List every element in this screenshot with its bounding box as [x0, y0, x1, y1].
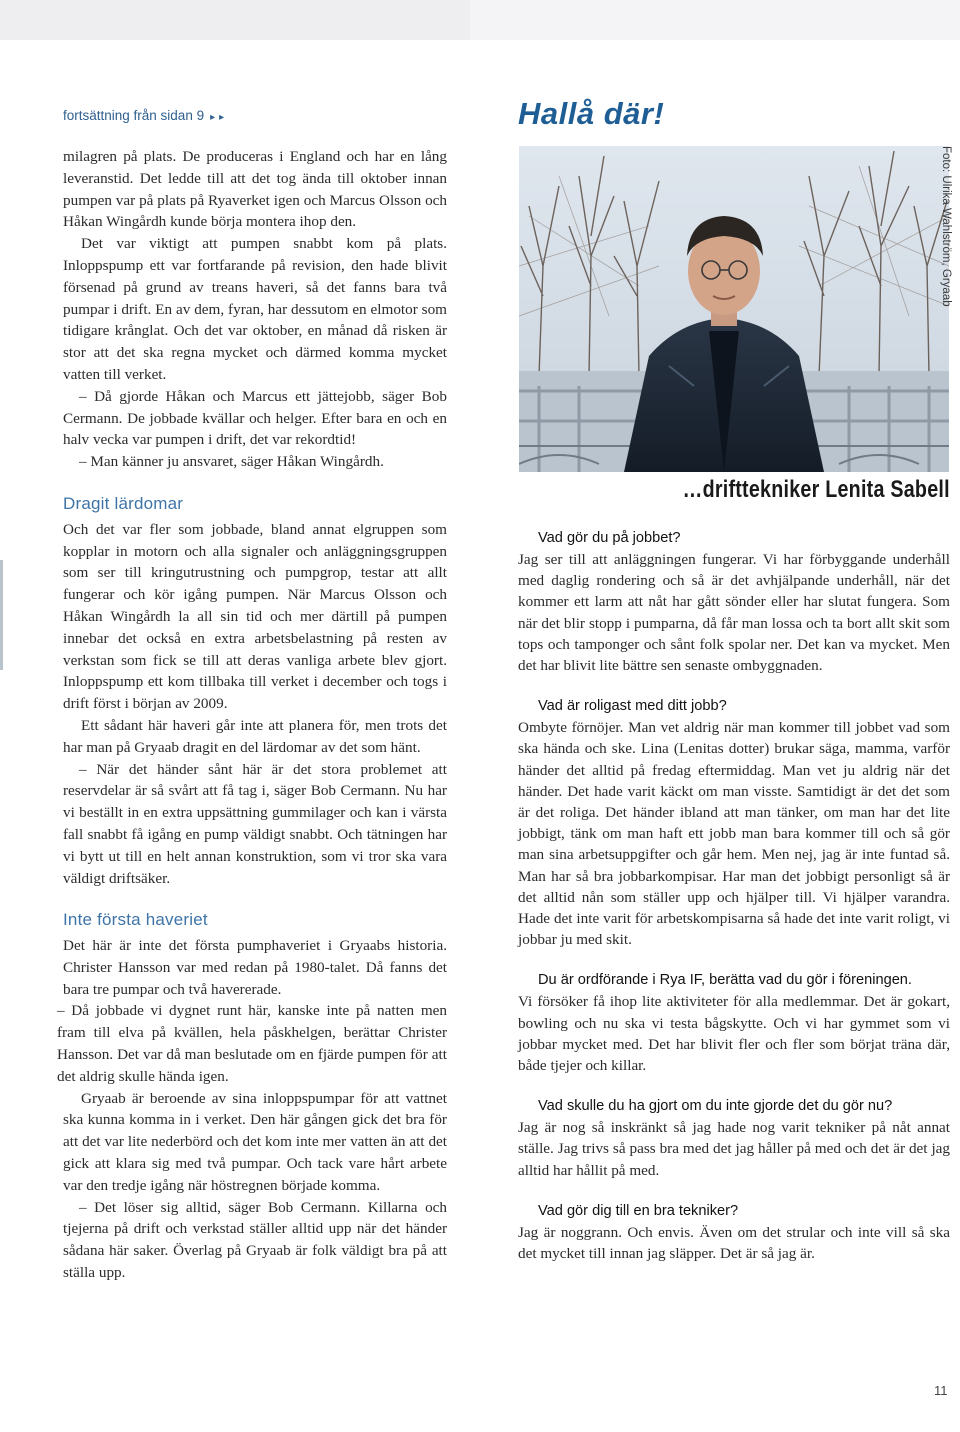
- binding-edge-mark: [0, 560, 3, 670]
- interview-answer: Jag är nog så inskränkt så jag hade nog varit tekniker på nåt annat ställe. Jag trivs så pass bra med det jag håller på med och det är det jag alltid har hållit på med.: [518, 1119, 950, 1179]
- interview-question: Vad gör dig till en bra tekniker?: [538, 1202, 739, 1219]
- interview-answer: Jag är noggrann. Och envis. Även om det strular och inte vill så ska det mycket till innan jag släpper. Det är så jag är.: [518, 1223, 950, 1263]
- section-title: Hallå där!: [518, 96, 665, 131]
- interview-question: Vad skulle du ha gjort om du inte gjorde det du gör nu?: [538, 1098, 893, 1115]
- left-article-column: [57, 146, 447, 1284]
- interview-answer: Vi försöker få ihop lite aktiviteter för alla medlemmar. Det är gokart, bowling och nu ska vi testa bågskytte. Och vi har gymmet som vi jobbar mycket med. Det har blivit fler och fler som börjat träna där, både tjejer och killar.: [518, 993, 950, 1075]
- subheading-dragit-lardomar: Dragit lärdomar: [63, 493, 184, 513]
- continuation-arrows-icon: ▸▸: [210, 112, 229, 123]
- quote-paragraph: – När det händer sånt här är det stora problemet att reservdelar är så svårt att få tag i, säger Bob Cermann. Nu har vi beställt in en extra uppsättning gummilager och kan i värsta fall snabbt få igång en pump väldigt snabbt. Och tätningen har vi bytt ut till en helt annan konstruktion, som vi tror ska vara väldigt driftsäker.: [63, 760, 447, 887]
- interview-column: [518, 528, 950, 1264]
- photo-credit-text: Foto: Ulrika Wahlström, Gryaab: [940, 146, 952, 307]
- interview-question: Du är ordförande i Rya IF, berätta vad du gör i föreningen.: [538, 972, 912, 989]
- page-top-band-left: [0, 0, 470, 40]
- photo-credit: [940, 146, 958, 446]
- quote-paragraph: – Då gjorde Håkan och Marcus ett jättejobb, säger Bob Cermann. De jobbade kvällar och helger. Efter bara en och en halv vecka var pumpen i drift, det var rekordtid!: [63, 387, 447, 449]
- interview-question: Vad gör du på jobbet?: [538, 530, 681, 546]
- quote-paragraph: – Det löser sig alltid, säger Bob Cermann. Killarna och tjejerna på drift och verkstad ställer alltid upp när det händer sådana här saker. Överlag på Gryaab är folk väldigt bra på att ställa upp.: [63, 1198, 447, 1282]
- paragraph: milagren på plats. De produceras i England och har en lång leveranstid. Det ledde till att det tog ända till oktober innan pumpen var på plats på Ryaverket igen och Marcus Olsson och Håkan Wingårdh kunde börja montera ihop den.: [63, 148, 447, 231]
- portrait-photo: [519, 146, 949, 472]
- portrait-photo-illustration: [519, 146, 949, 472]
- photo-caption: …drifttekniker Lenita Sabell: [682, 476, 950, 503]
- continuation-text: fortsättning från sidan 9: [63, 108, 205, 123]
- page-number: 11: [934, 1383, 948, 1398]
- interview-question: Vad är roligast med ditt jobb?: [538, 698, 727, 715]
- subheading-inte-forsta-haveriet: Inte första haveriet: [63, 910, 208, 930]
- paragraph: Ett sådant här haveri går inte att planera för, men trots det har man på Gryaab dragit en del lärdomar av det som hänt.: [63, 716, 447, 756]
- interview-answer: Jag ser till att anläggningen fungerar. Vi har förbyggande underhåll med daglig rondering och så är det avhjälpande underhåll, när det kommer ett larm att nåt har gått sönder eller har slutat fungera. Som när det blir stopp i pumparna, då får man lossa och ta bort allt skit som tops och tamponger och sånt folk spolar ner. Det kan va mycket. Men det har blivit lite bättre sen senaste ombyggnaden.: [518, 551, 950, 675]
- paragraph: Och det var fler som jobbade, bland annat elgruppen som kopplar in motorn och alla signaler och anläggningsgruppen som ser till kringutrustning och pumpgrop, testar att allt fungerar och kör igång pumpen. När Marcus Olsson och Håkan Wingårdh la all sin tid och mer därtill på pumpen innebar det också en extra arbetsbelastning på resten av verkstan som fick se till att deras vanliga arbete blev gjort. Inloppspump ett kom tillbaka till verket i december och togs i drift först i början av 2009.: [63, 520, 447, 713]
- paragraph: Gryaab är beroende av sina inloppspumpar för att vattnet ska kunna komma in i verket. Den här gången gick det bra för att det var lite nederbörd och det kom inte mer vatten än att det gick att klara sig med två pumpar. Och tack vare hårt arbete var den tredje igång när höstregnen började komma.: [63, 1089, 447, 1194]
- interview-answer: Ombyte förnöjer. Man vet aldrig när man kommer till jobbet vad som ska hända och ske. Lina (Lenitas dotter) brukar säga, mamma, varför händer det alltid på fredag eftermiddag. Man vet ju aldrig när det händer. Det hade varit käckt om man visste. Samtidigt är det det som är det roliga. Det händer ibland att man tänker, om man har det lite jobbigt, tänk om man haft ett jobb man bara kommer till och så gör man sina arbetsuppgifter och går hem. Men nej, jag är inte funtad så. Man har så bra jobbarkompisar. Har man det jobbigt personligt så är det alltid nån som ställer upp och hjälper till. Vi hjälper varandra. Hade det inte varit för arbetskompisarna så hade det inte varit roligt, vi jobbar ju med skit.: [518, 719, 950, 949]
- paragraph: Det här är inte det första pumphaveriet i Gryaabs historia. Christer Hansson var med redan på 1980-talet. Då fanns det bara tre pumpar och två havererade.: [63, 937, 447, 998]
- continuation-note: [63, 108, 228, 123]
- quote-paragraph: – Man känner ju ansvaret, säger Håkan Wingårdh.: [79, 453, 384, 471]
- paragraph: Det var viktigt att pumpen snabbt kom på plats. Inloppspump ett var fortfarande på revision, den hade blivit försenad på grund av treans haveri, så det fanns bara två pumpar i drift. En av dem, fyran, har dessutom en elmotor som tidigare krånglat. Och det var oktober, en månad då risken är stor att det ska regna mycket och därmed komma mycket vatten till verket.: [63, 235, 447, 383]
- quote-paragraph: – Då jobbade vi dygnet runt här, kanske inte på natten men fram till elva på kvällen, hela påskhelgen, berättar Christer Hansson. Det var då man beslutade om en fjärde pumpen för att det aldrig skulle hända igen.: [57, 1002, 447, 1085]
- page-top-band: [0, 0, 960, 40]
